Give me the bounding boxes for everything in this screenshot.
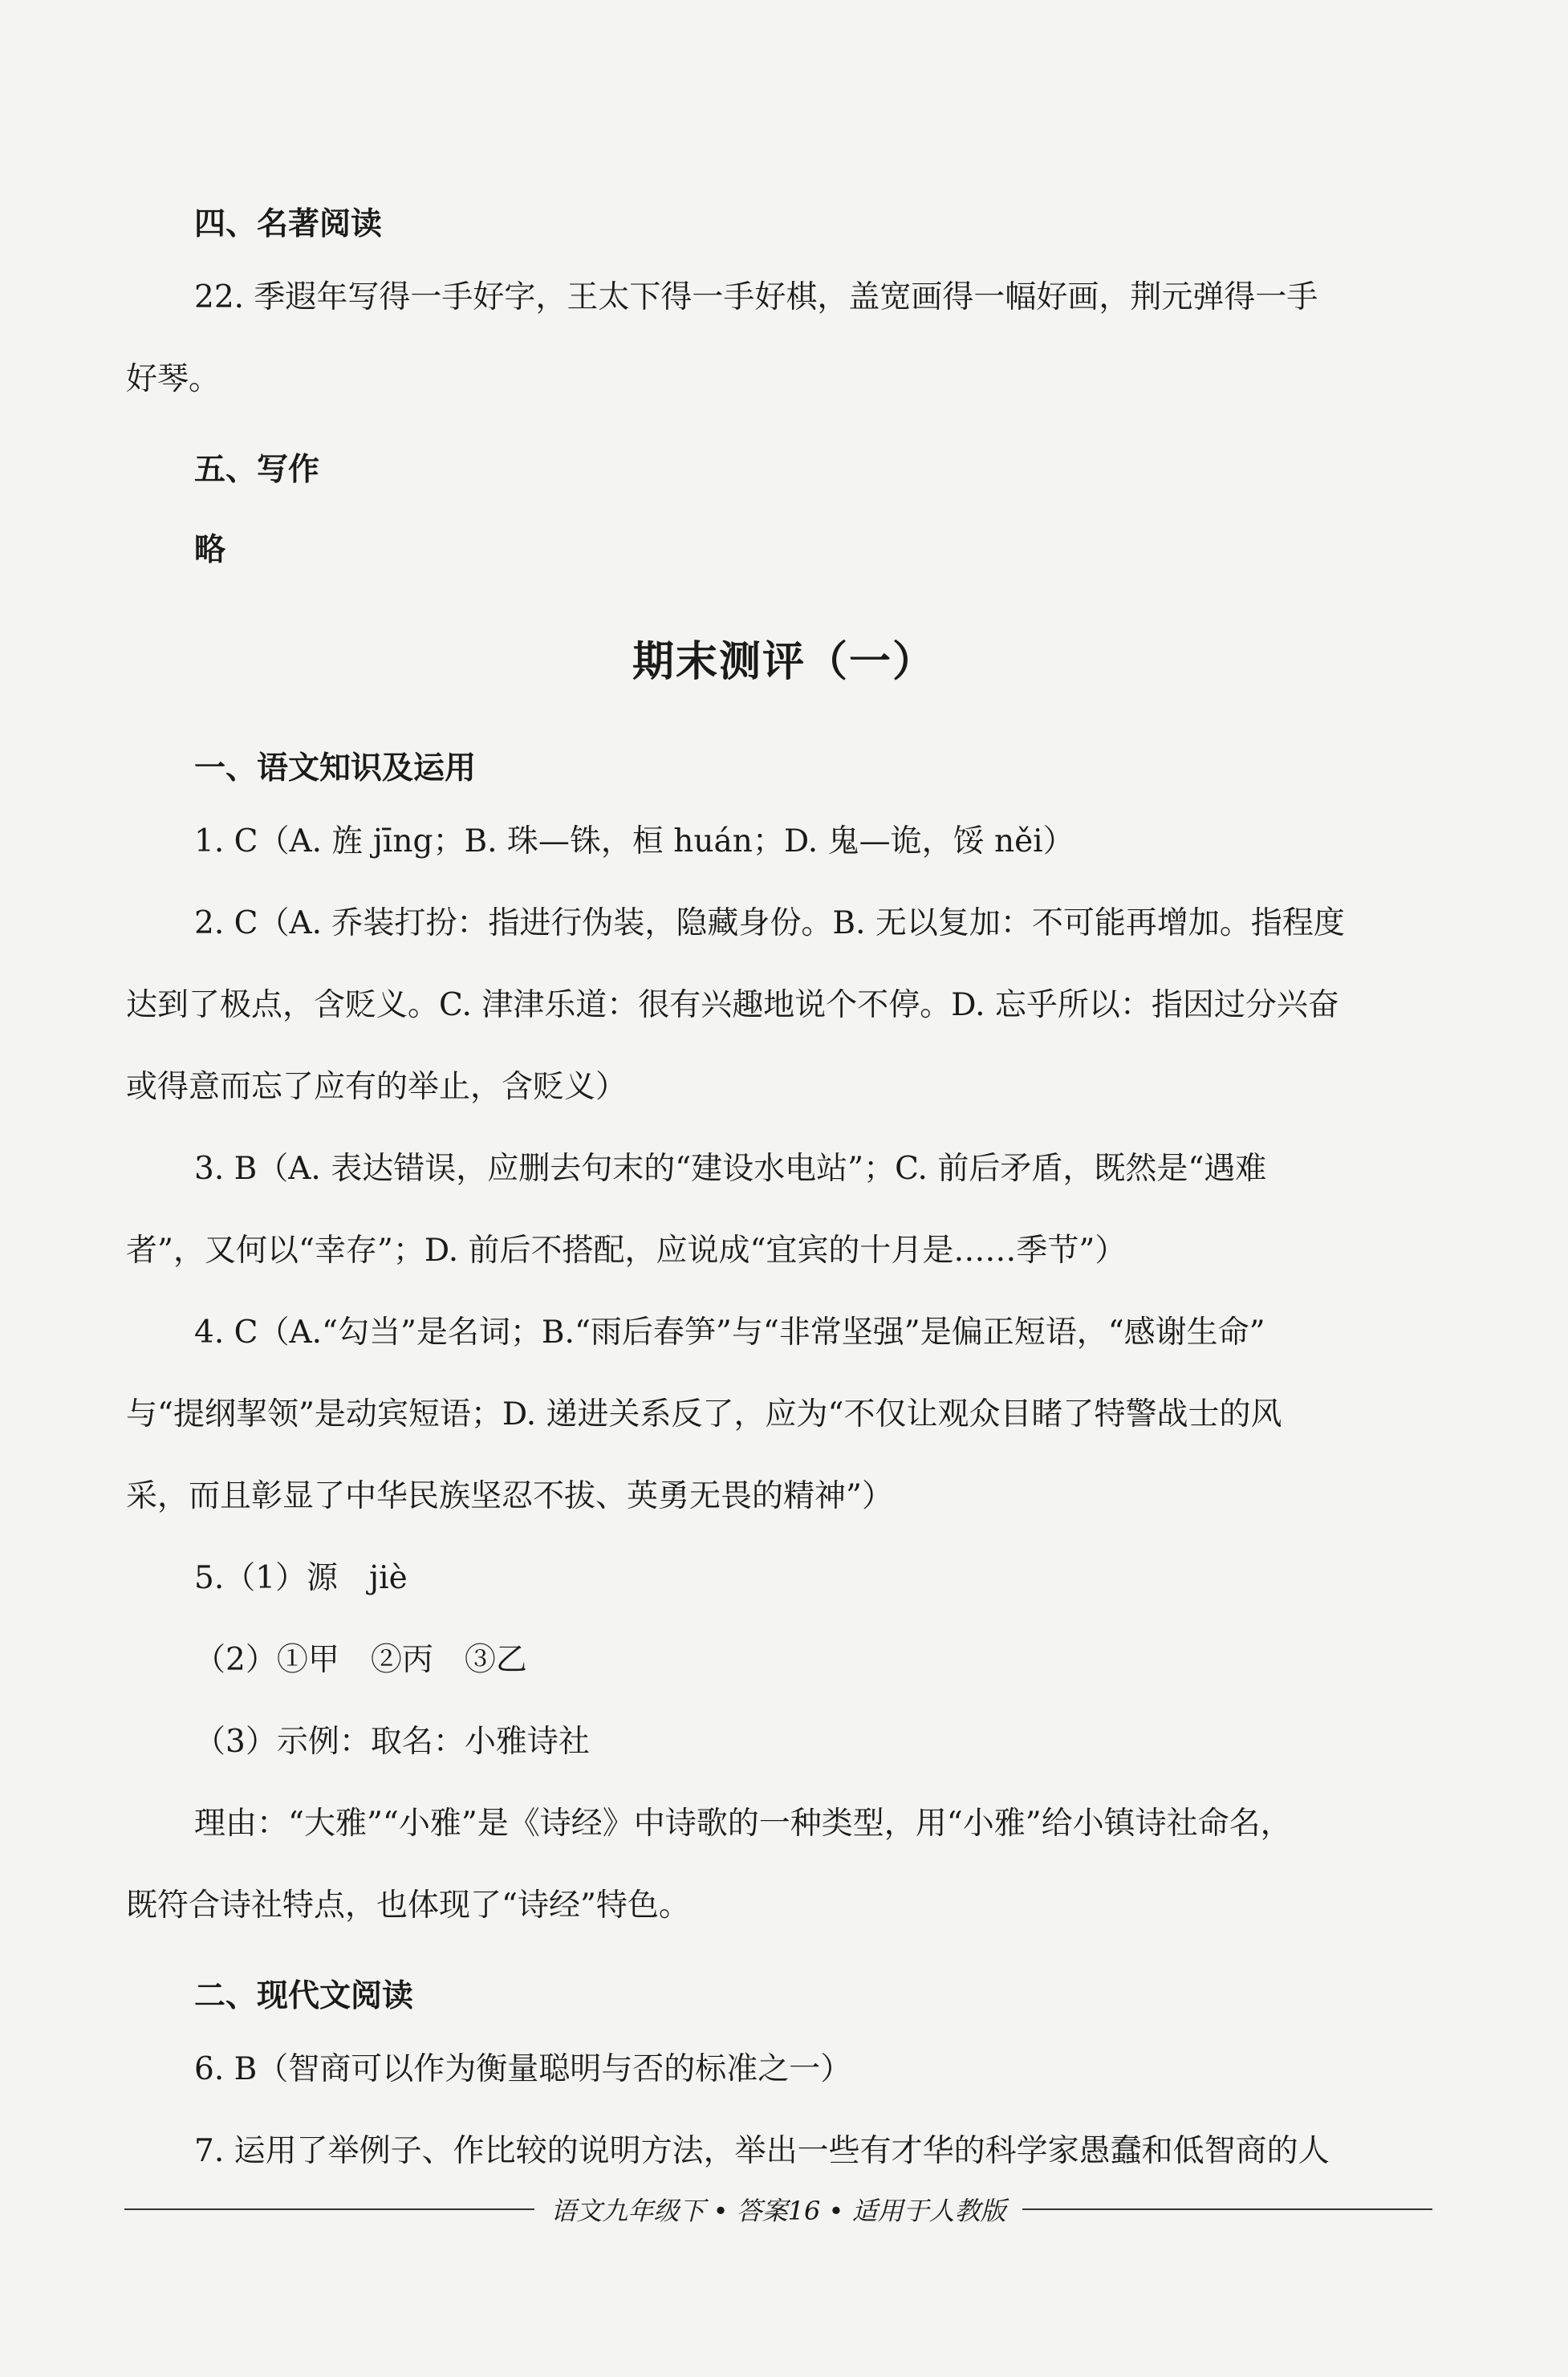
answer-q2-line1: 2. C（A. 乔装打扮：指进行伪装，隐藏身份。B. 无以复加：不可能再增加。指程度 xyxy=(194,905,1345,941)
answer-q3-line2: 者”，又何以“幸存”；D. 前后不搭配，应说成“宜宾的十月是……季节”） xyxy=(126,1233,1127,1269)
page-footer xyxy=(124,2191,1432,2228)
answer-writing: 略 xyxy=(194,532,226,568)
footer-text: 语文九年级下 • 答案16 • 适用于人教版 xyxy=(550,2196,1006,2226)
section-heading-modern-reading: 二、现代文阅读 xyxy=(194,1978,414,2014)
section-heading-classics: 四、名著阅读 xyxy=(194,206,383,242)
section-heading-writing: 五、写作 xyxy=(194,452,320,488)
section-heading-language: 一、语文知识及运用 xyxy=(194,750,477,786)
answer-q2-line2: 达到了极点，含贬义。C. 津津乐道：很有兴趣地说个不停。D. 忘乎所以：指因过分兴奋 xyxy=(126,987,1339,1023)
answer-q5-reason-line1: 理由：“大雅”“小雅”是《诗经》中诗歌的一种类型，用“小雅”给小镇诗社命名， xyxy=(194,1806,1292,1842)
page-title: 期末测评（一） xyxy=(632,638,936,686)
answer-q5-part2: （2）①甲 ②丙 ③乙 xyxy=(194,1642,527,1678)
footer-rule-right xyxy=(1022,2208,1432,2210)
answer-q5-part1: 5.（1）源 jiè xyxy=(194,1560,408,1596)
answer-q22-line2: 好琴。 xyxy=(126,361,221,397)
answer-q4-line1: 4. C（A.“勾当”是名词；B.“雨后春笋”与“非常坚强”是偏正短语，“感谢生命” xyxy=(194,1314,1265,1351)
answer-q5-reason-line2: 既符合诗社特点，也体现了“诗经”特色。 xyxy=(126,1887,690,1924)
answer-q1: 1. C（A. 旌 jīng；B. 珠—铢，桓 huán；D. 鬼—诡，馁 něi） xyxy=(194,823,1074,859)
answer-q6: 6. B（智商可以作为衡量聪明与否的标准之一） xyxy=(194,2051,852,2087)
answer-q4-line3: 采，而且彰显了中华民族坚忍不拔、英勇无畏的精神”） xyxy=(126,1478,893,1514)
footer-rule-left xyxy=(124,2208,534,2210)
answer-q2-line3: 或得意而忘了应有的举止，含贬义） xyxy=(126,1069,628,1105)
answer-q7-line1: 7. 运用了举例子、作比较的说明方法，举出一些有才华的科学家愚蠢和低智商的人 xyxy=(194,2133,1330,2169)
answer-q22-line1: 22. 季遐年写得一手好字，王太下得一手好棋，盖宽画得一幅好画，荆元弹得一手 xyxy=(194,279,1318,315)
answer-q3-line1: 3. B（A. 表达错误，应删去句末的“建设水电站”；C. 前后矛盾，既然是“遇难 xyxy=(194,1151,1267,1187)
answer-q5-part3: （3）示例：取名：小雅诗社 xyxy=(194,1724,590,1760)
answer-q4-line2: 与“提纲挈领”是动宾短语；D. 递进关系反了，应为“不仅让观众目睹了特警战士的风 xyxy=(126,1396,1282,1432)
